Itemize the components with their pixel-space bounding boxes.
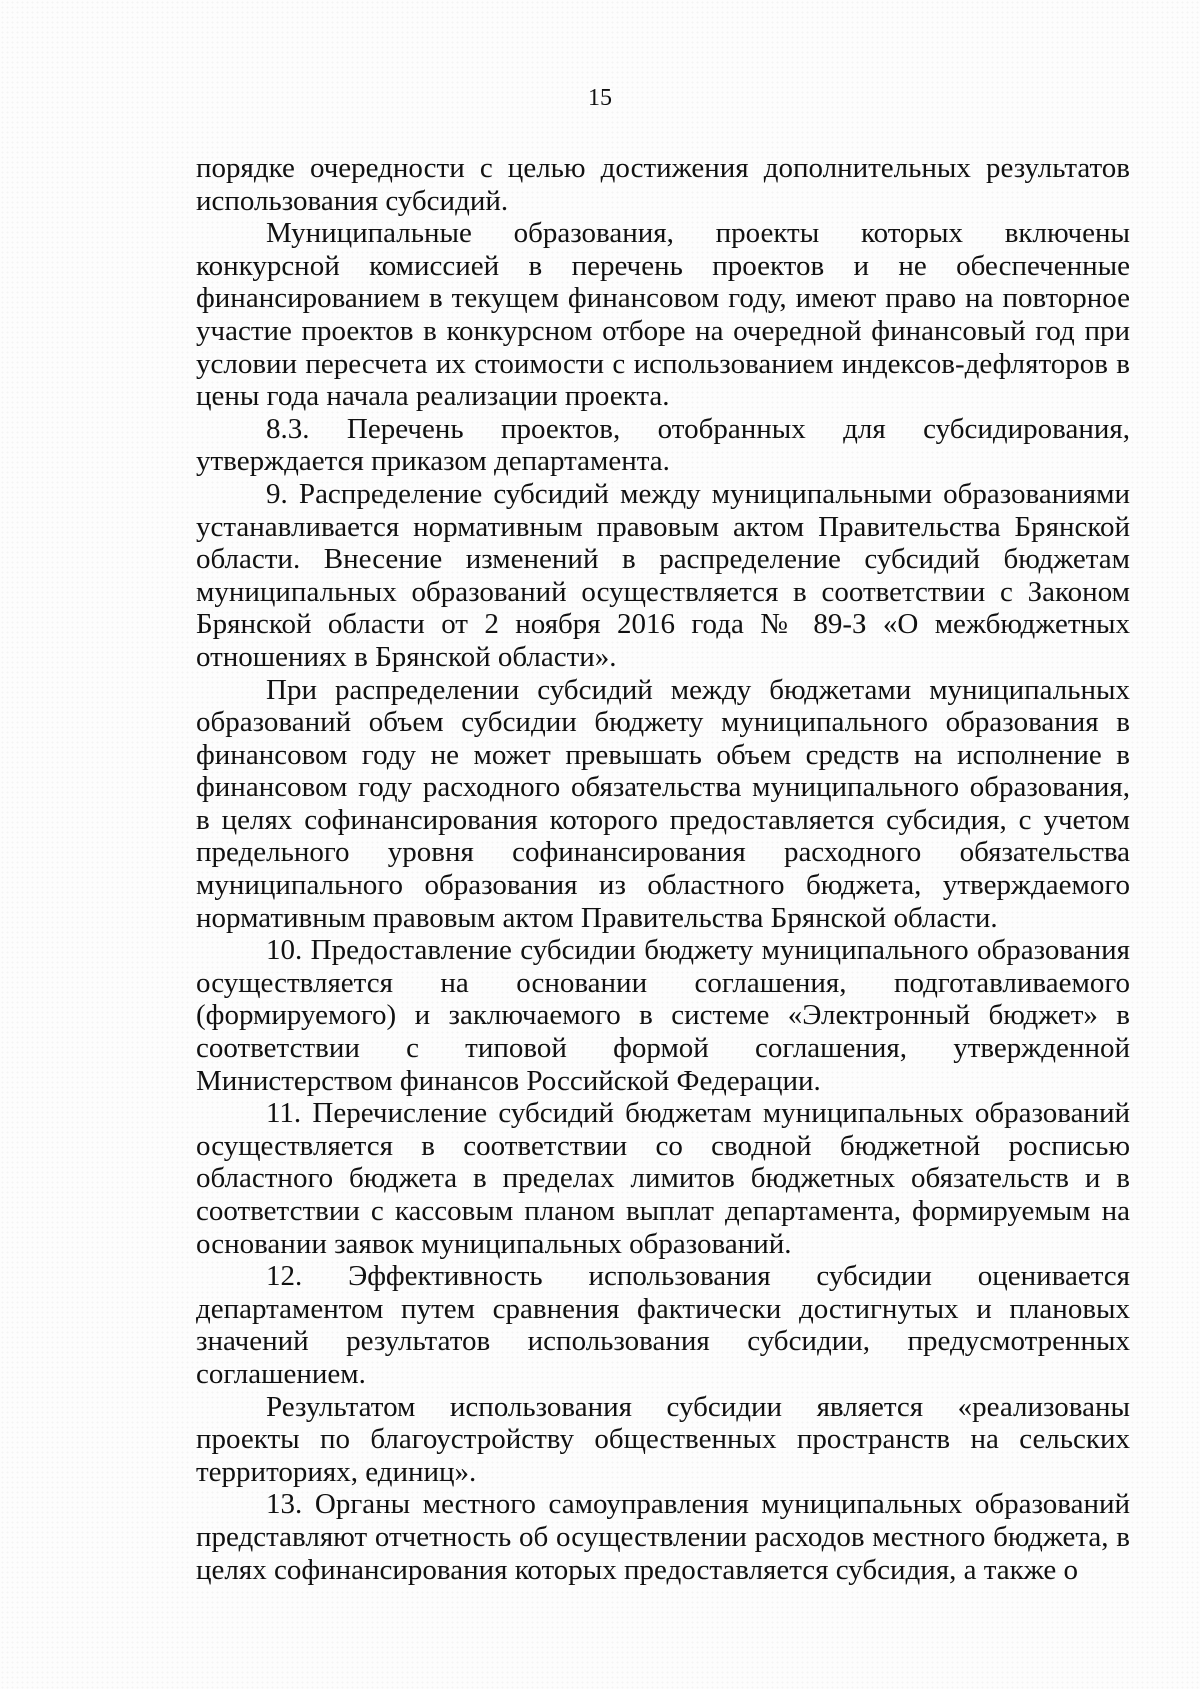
page-number: 15 (588, 85, 612, 111)
paragraph-result: Результатом использования субсидии является «реализованы проекты по благоустройству общественных пространств на сельских территориях, единиц». (196, 1390, 1130, 1488)
paragraph-8-3: 8.3. Перечень проектов, отобранных для субсидирования, утверждается приказом департамента. (196, 412, 1130, 478)
paragraph-continuation: порядке очередности с целью достижения дополнительных результатов использования субсидий. (196, 152, 1130, 217)
paragraph-distribution: При распределении субсидий между бюджетами муниципальных образований объем субсидии бюджету муниципального образования в финансовом году не может превышать объем средств на исполнение в финансовом году расходного обязательства муниципального образования, в целях софинансирования которого предоставляется субсидия, с учетом предельного уровня софинансирования расходного обязательства муниципального образования из областного бюджета, утверждаемого нормативным правовым актом Правительства Брянской области. (196, 673, 1130, 934)
paragraph-10: 10. Предоставление субсидии бюджету муниципального образования осуществляется на основании соглашения, подготавливаемого (формируемого) и заключаемого в системе «Электронный бюджет» в соответствии с типовой формой соглашения, утвержденной Министерством финансов Российской Федерации. (196, 934, 1130, 1097)
paragraph-11: 11. Перечисление субсидий бюджетам муниципальных образований осуществляется в соответствии со сводной бюджетной росписью областного бюджета в пределах лимитов бюджетных обязательств и в соответствии с кассовым планом выплат департамента, формируемым на основании заявок муниципальных образований. (196, 1097, 1130, 1260)
paragraph-13: 13. Органы местного самоуправления муниципальных образований представляют отчетность об осуществлении расходов местного бюджета, в целях софинансирования которых предоставляется субсидия, а также о (196, 1488, 1130, 1586)
document-body (196, 152, 1130, 1586)
paragraph-12: 12. Эффективность использования субсидии оценивается департаментом путем сравнения фактически достигнутых и плановых значений результатов использования субсидии, предусмотренных соглашением. (196, 1260, 1130, 1390)
paragraph-9: 9. Распределение субсидий между муниципальными образованиями устанавливается нормативным правовым актом Правительства Брянской области. Внесение изменений в распределение субсидий бюджетам муниципальных образований осуществляется в соответствии с Законом Брянской области от 2 ноября 2016 года № 89-З «О межбюджетных отношениях в Брянской области». (196, 477, 1130, 673)
paragraph-reapplication: Муниципальные образования, проекты которых включены конкурсной комиссией в перечень проектов и не обеспеченные финансированием в текущем финансовом году, имеют право на повторное участие проектов в конкурсном отборе на очередной финансовый год при условии пересчета их стоимости с использованием индексов-дефляторов в цены года начала реализации проекта. (196, 217, 1130, 413)
